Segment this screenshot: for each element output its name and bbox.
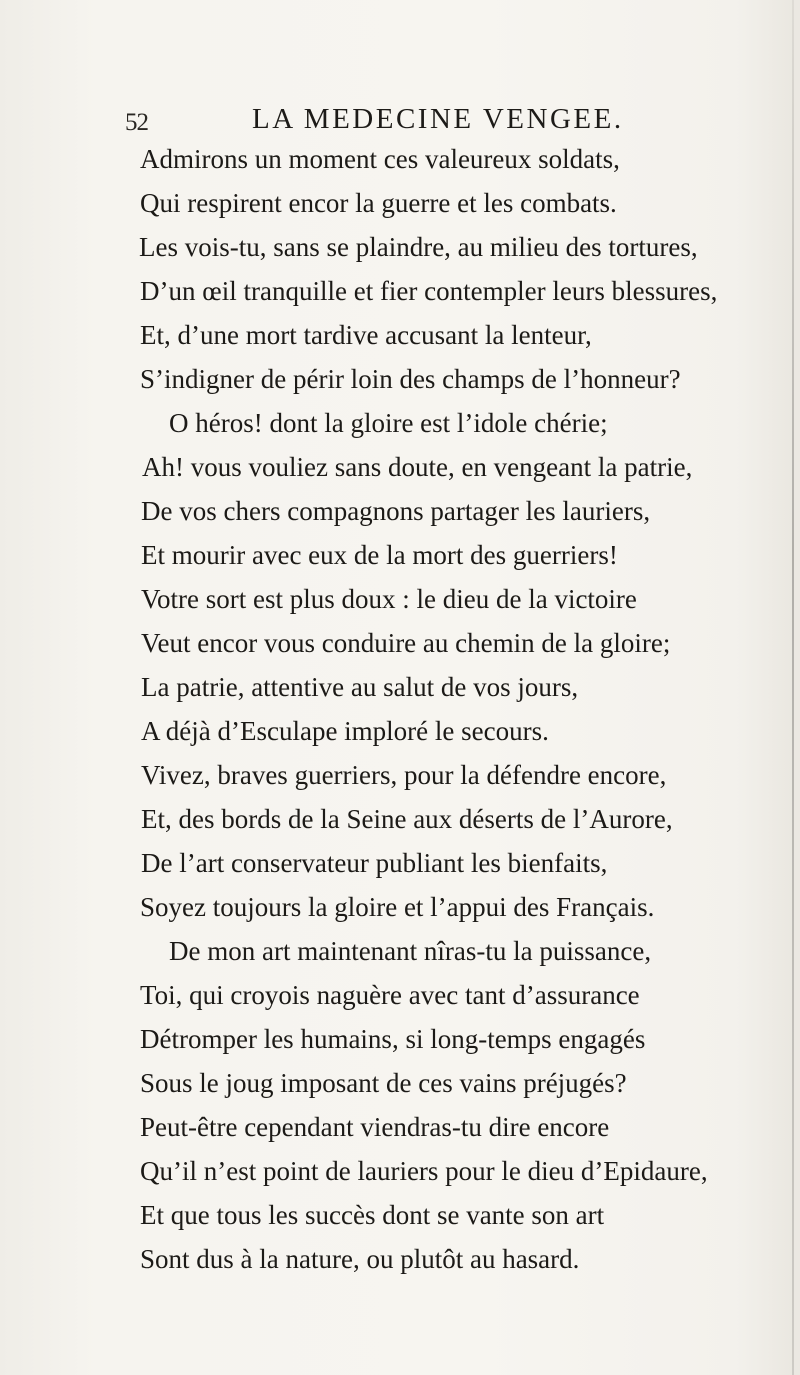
verse-line: Sous le joug imposant de ces vains préjugés? (140, 1068, 627, 1098)
verse-line: Les vois-tu, sans se plaindre, au milieu des tortures, (139, 232, 698, 262)
verse-line: Toi, qui croyois naguère avec tant d’assurance (140, 980, 640, 1010)
page-number: 52 (125, 109, 148, 136)
verse-line: D’un œil tranquille et fier contempler leurs blessures, (140, 276, 718, 306)
running-title: LA MEDECINE VENGEE. (252, 103, 624, 135)
verse-line: Votre sort est plus doux : le dieu de la victoire (141, 584, 637, 614)
verse-line: A déjà d’Esculape imploré le secours. (141, 716, 549, 746)
verse-line: Qui respirent encor la guerre et les combats. (140, 188, 617, 218)
verse-line: Sont dus à la nature, ou plutôt au hasard. (140, 1244, 580, 1274)
verse-line: Admirons un moment ces valeureux soldats, (140, 144, 620, 174)
verse-line: La patrie, attentive au salut de vos jours, (141, 672, 579, 702)
verse-line: S’indigner de périr loin des champs de l’honneur? (140, 364, 681, 394)
verse-line: Détromper les humains, si long-temps engagés (140, 1024, 646, 1054)
verse-line: Et, des bords de la Seine aux déserts de l’Aurore, (141, 804, 673, 834)
verse-line: De vos chers compagnons partager les lauriers, (141, 496, 651, 526)
verse-line: De l’art conservateur publiant les bienfaits, (141, 848, 608, 878)
verse-line: Soyez toujours la gloire et l’appui des Français. (140, 892, 655, 922)
verse-line: Qu’il n’est point de lauriers pour le dieu d’Epidaure, (140, 1156, 708, 1186)
verse-line: Et mourir avec eux de la mort des guerriers! (141, 540, 618, 570)
verse-line: De mon art maintenant nîras-tu la puissance, (169, 936, 652, 966)
verse-line: Et que tous les succès dont se vante son art (140, 1200, 605, 1230)
verse-line: Peut-être cependant viendras-tu dire encore (140, 1112, 610, 1142)
verse-line: Ah! vous vouliez sans doute, en vengeant la patrie, (142, 452, 693, 482)
verse-line: O héros! dont la gloire est l’idole chérie; (169, 408, 608, 438)
verse-line: Vivez, braves guerriers, pour la défendre encore, (141, 760, 667, 790)
verse-line: Et, d’une mort tardive accusant la lenteur, (140, 320, 592, 350)
verse-line: Veut encor vous conduire au chemin de la gloire; (141, 628, 671, 658)
